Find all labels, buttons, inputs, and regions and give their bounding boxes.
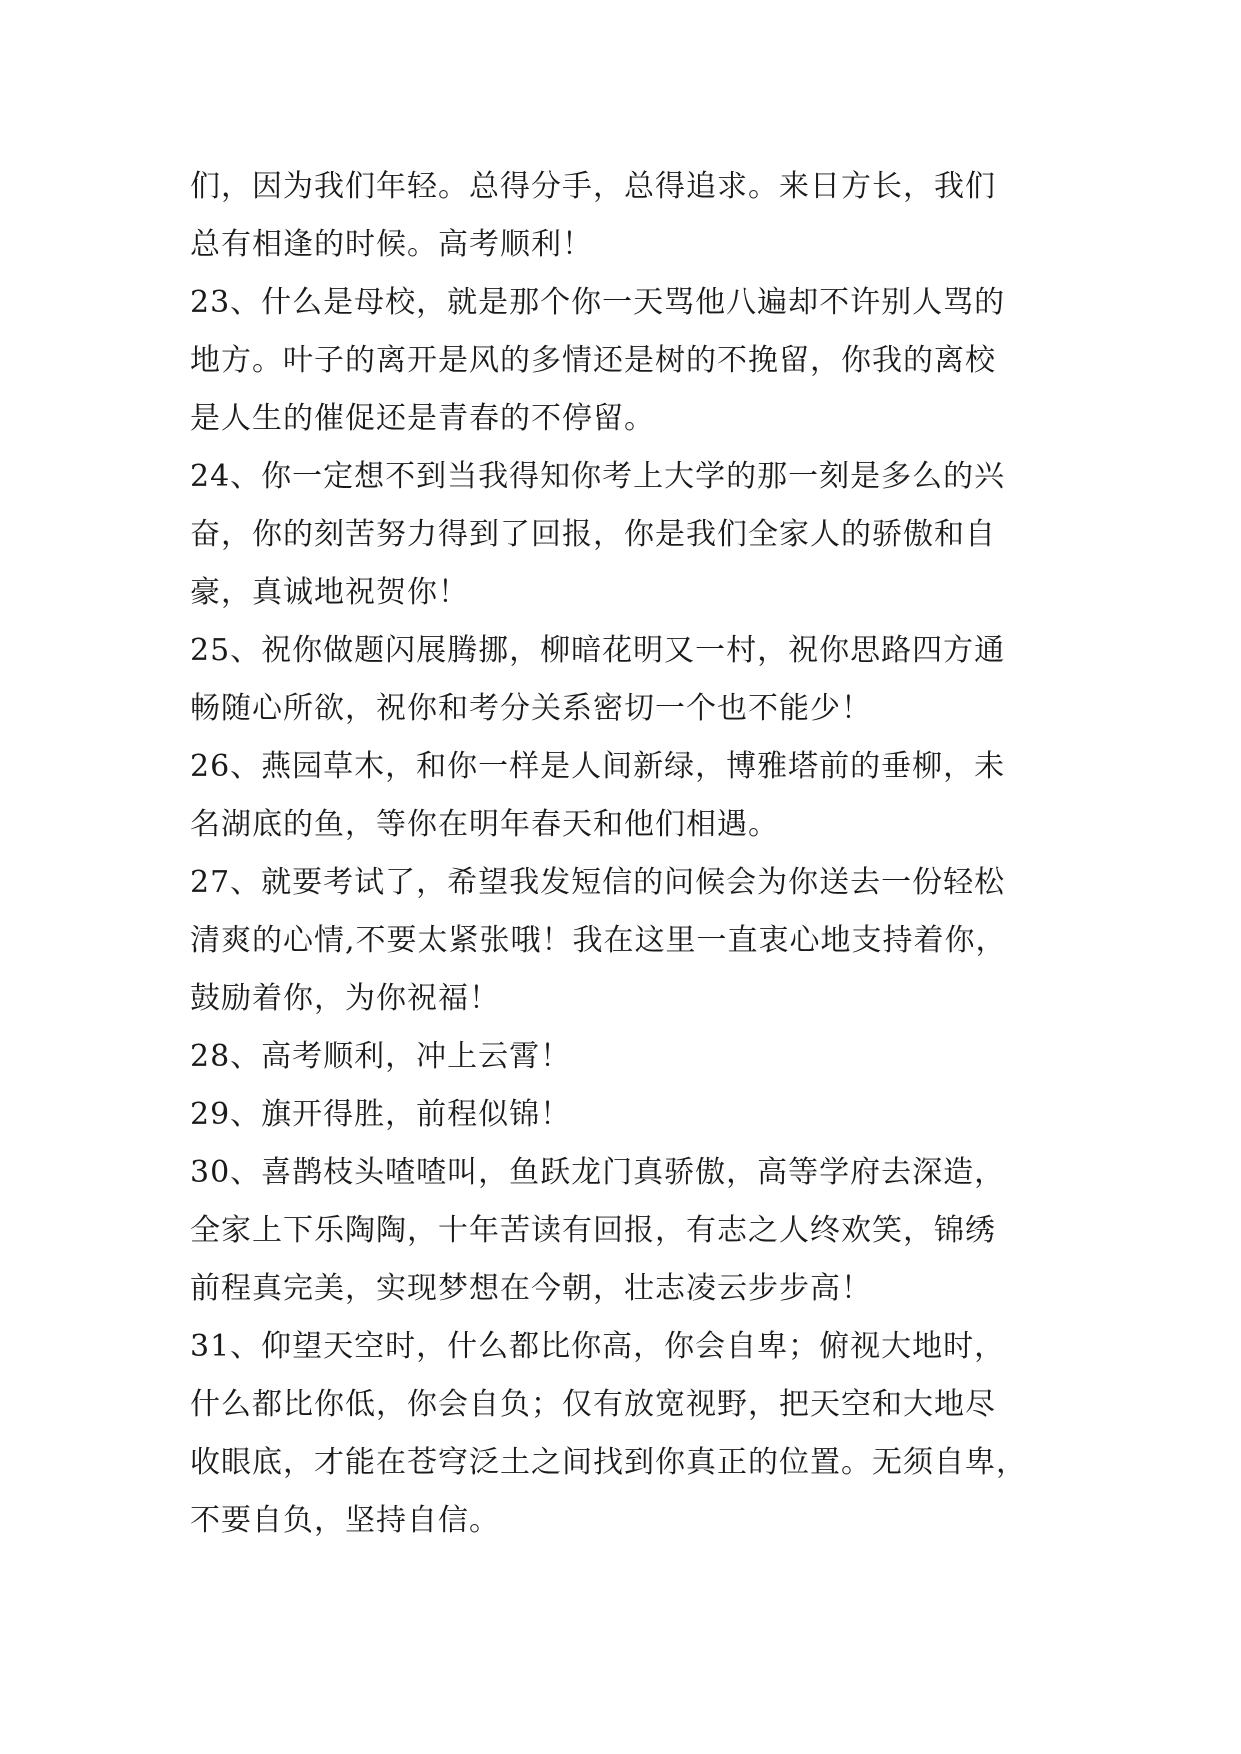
text-line: 24、你一定想不到当我得知你考上大学的那一刻是多么的兴 bbox=[190, 459, 1006, 494]
text-line: 收眼底，才能在苍穹泛土之间找到你真正的位置。无须自卑， bbox=[190, 1445, 1027, 1480]
document-body bbox=[190, 158, 1070, 1550]
text-line: 什么都比你低，你会自负；仅有放宽视野，把天空和大地尽 bbox=[190, 1387, 996, 1422]
text-line: 26、燕园草木，和你一样是人间新绿，博雅塔前的垂柳，未 bbox=[190, 749, 1006, 784]
text-line: 前程真完美，实现梦想在今朝，壮志凌云步步高！ bbox=[190, 1271, 872, 1306]
text-line: 23、什么是母校，就是那个你一天骂他八遍却不许别人骂的 bbox=[190, 285, 1006, 320]
text-line: 们，因为我们年轻。总得分手，总得追求。来日方长，我们 bbox=[190, 169, 996, 204]
text-line: 27、就要考试了，希望我发短信的问候会为你送去一份轻松 bbox=[190, 865, 1006, 900]
text-line: 28、高考顺利，冲上云霄！ bbox=[190, 1039, 572, 1074]
text-line: 豪，真诚地祝贺你！ bbox=[190, 575, 469, 610]
text-line: 奋，你的刻苦努力得到了回报，你是我们全家人的骄傲和自 bbox=[190, 517, 996, 552]
text-line: 31、仰望天空时，什么都比你高，你会自卑；俯视大地时， bbox=[190, 1329, 1006, 1364]
text-line: 全家上下乐陶陶，十年苦读有回报，有志之人终欢笑，锦绣 bbox=[190, 1213, 996, 1248]
text-line: 25、祝你做题闪展腾挪，柳暗花明又一村，祝你思路四方通 bbox=[190, 633, 1006, 668]
text-line: 名湖底的鱼，等你在明年春天和他们相遇。 bbox=[190, 807, 779, 842]
text-line: 不要自负，坚持自信。 bbox=[190, 1503, 500, 1538]
text-line: 是人生的催促还是青春的不停留。 bbox=[190, 401, 655, 436]
text-line: 地方。叶子的离开是风的多情还是树的不挽留，你我的离校 bbox=[190, 343, 996, 378]
text-line: 29、旗开得胜，前程似锦！ bbox=[190, 1097, 572, 1132]
text-line: 30、喜鹊枝头喳喳叫，鱼跃龙门真骄傲，高等学府去深造， bbox=[190, 1155, 1006, 1190]
text-line: 总有相逢的时候。高考顺利！ bbox=[190, 227, 593, 262]
text-line: 清爽的心情,不要太紧张哦！我在这里一直衷心地支持着你， bbox=[190, 923, 1007, 958]
text-line: 鼓励着你，为你祝福！ bbox=[190, 981, 500, 1016]
text-line: 畅随心所欲，祝你和考分关系密切一个也不能少！ bbox=[190, 691, 872, 726]
